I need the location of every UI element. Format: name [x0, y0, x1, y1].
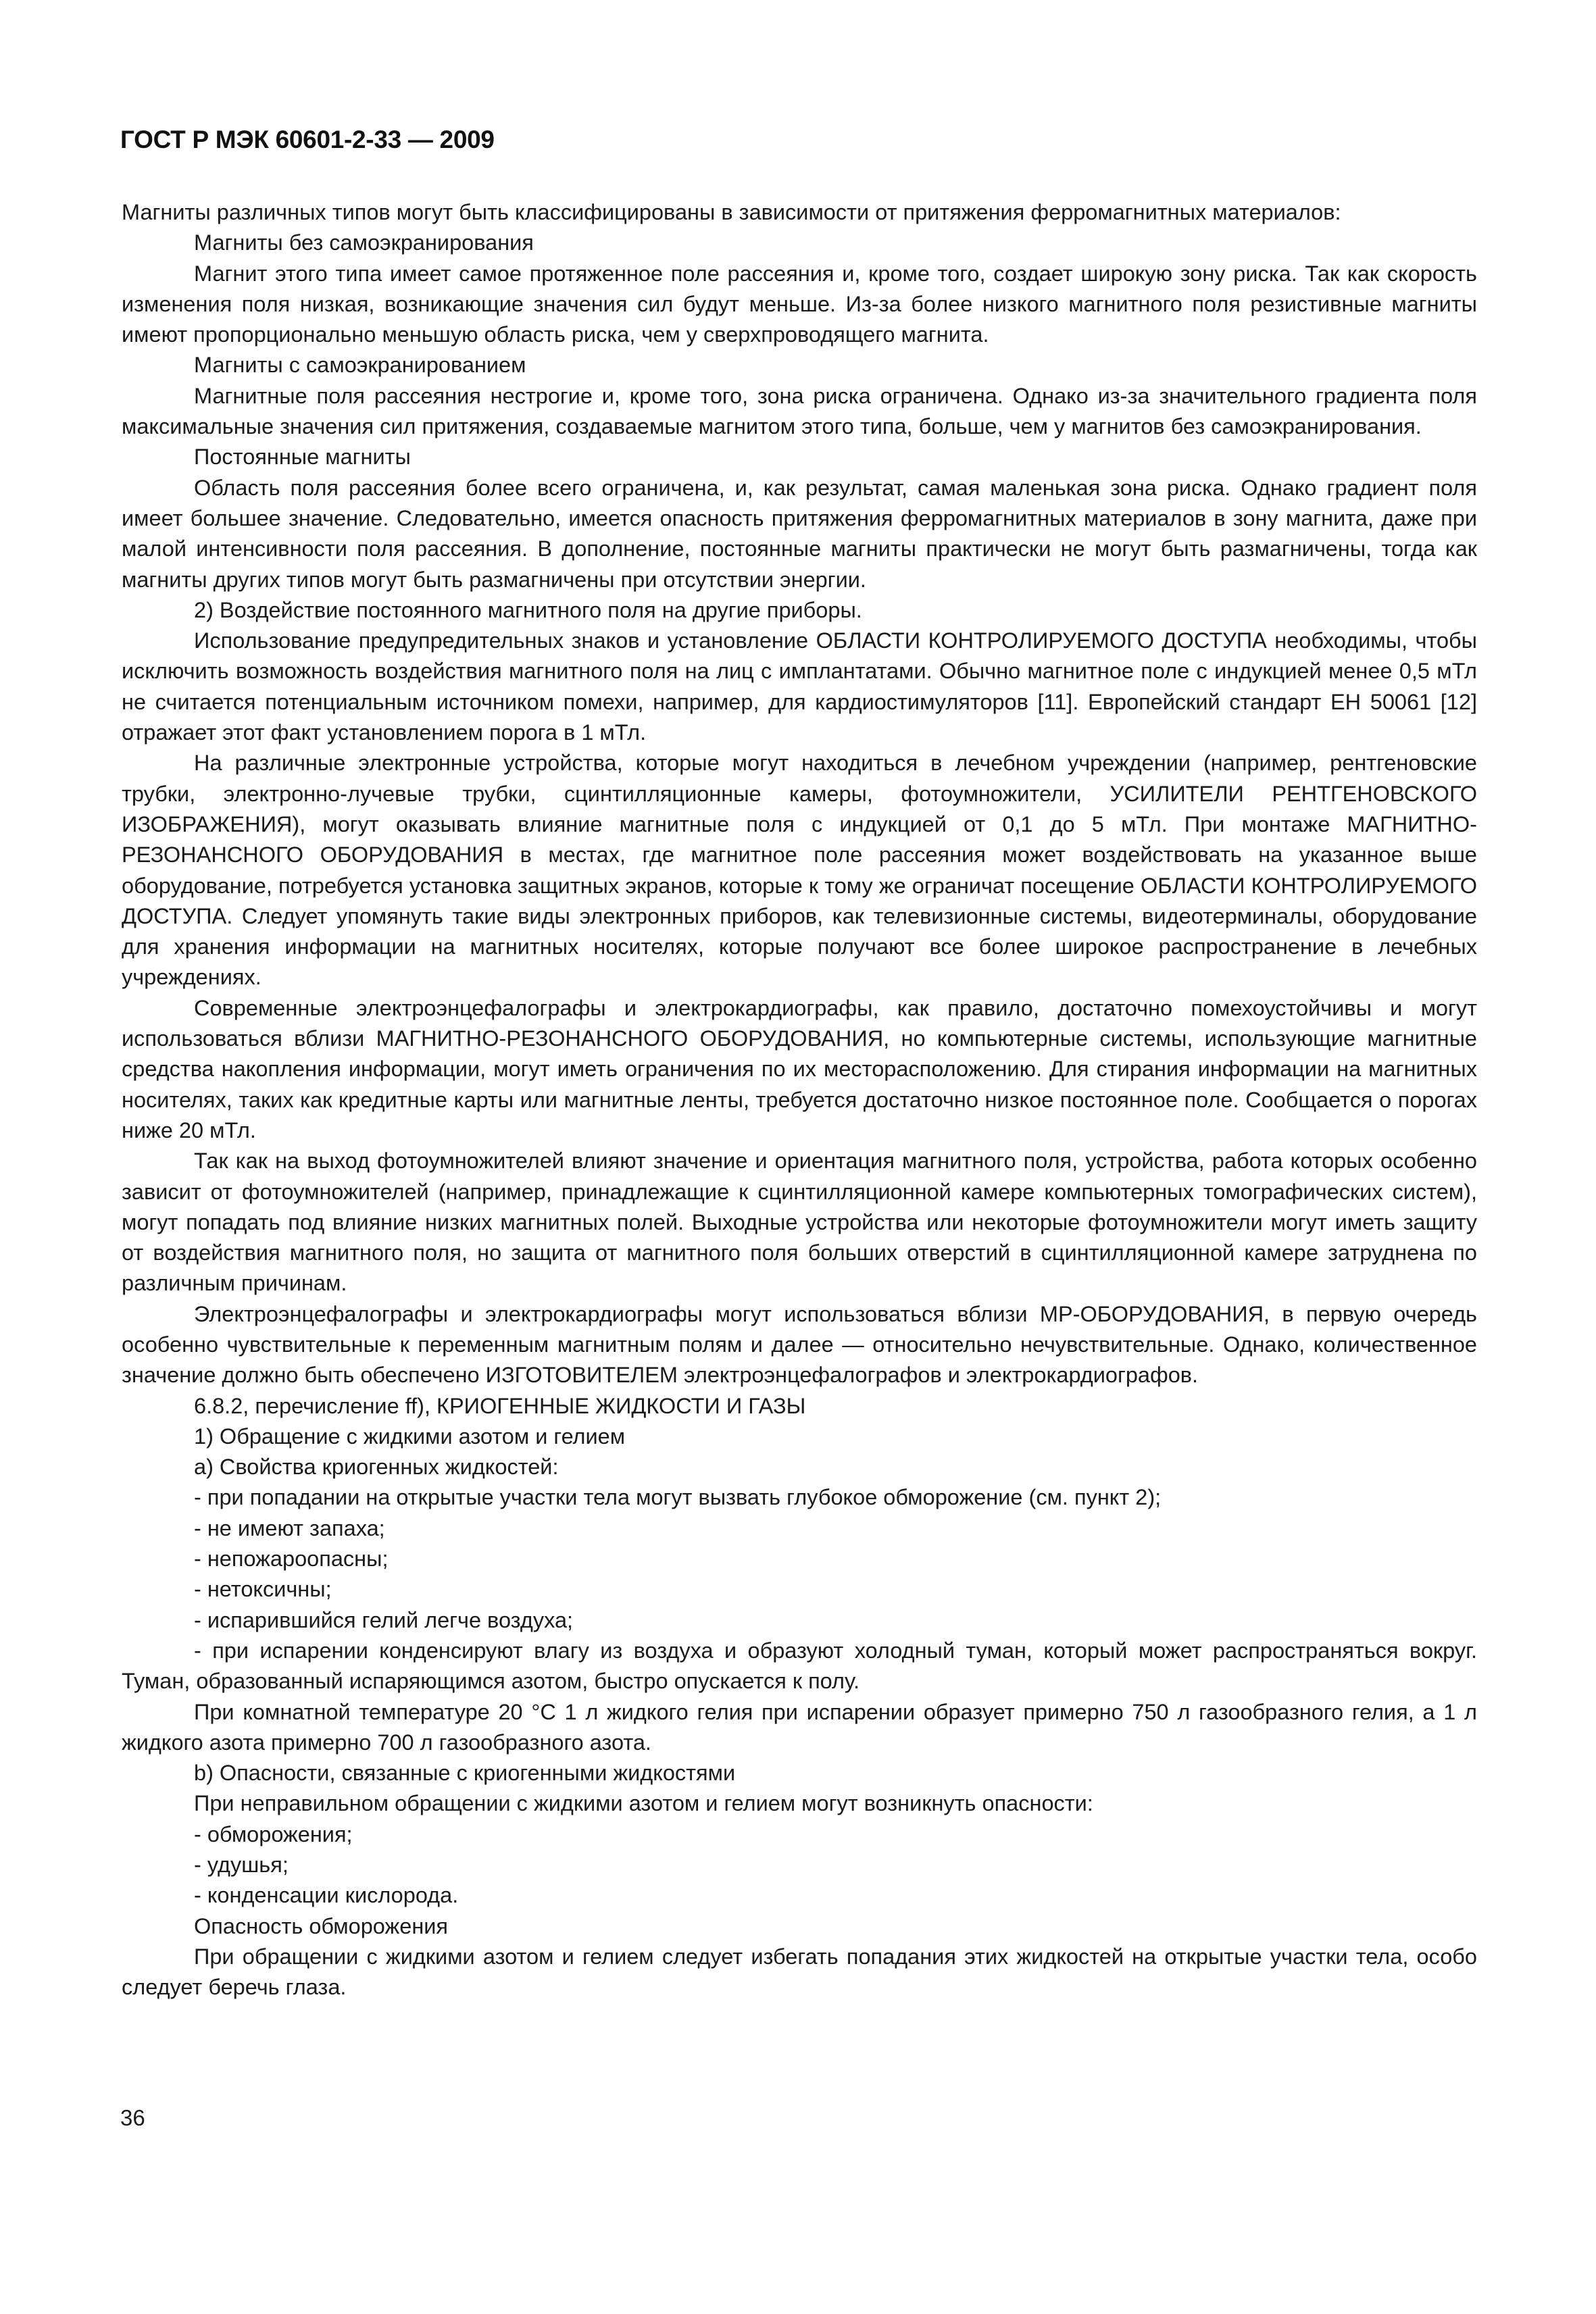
list-item: - при испарении конденсируют влагу из воздуха и образуют холодный туман, который может распространяться вокруг. Туман, образованный испаряющимся азотом, быстро опускается к полу. — [122, 1638, 1477, 1694]
paragraph: 2) Воздействие постоянного магнитного поля на другие приборы. — [194, 597, 862, 622]
document-header: ГОСТ Р МЭК 60601-2-33 — 2009 — [120, 126, 495, 153]
list-item: - конденсации кислорода. — [194, 1883, 459, 1908]
list-item: - не имеют запаха; — [194, 1515, 385, 1540]
paragraph: Так как на выход фотоумножителей влияют значение и ориентация магнитного поля, устройства, работа которых особенно зависит от фотоумножителей (например, принадлежащие к сцинтилляционной камере компьютерных томографических систем), могут попадать под влияние низких магнитных полей. Выходные устройства или некоторые фотоумножители могут иметь защиту от воздействия магнитного поля, но защита от магнитного поля больших отверстий в сцинтилляционной камере затруднена по различным причинам. — [122, 1149, 1477, 1296]
list-item: - испарившийся гелий легче воздуха; — [194, 1607, 574, 1632]
paragraph: 6.8.2, перечисление ff), КРИОГЕННЫЕ ЖИДКОСТИ И ГАЗЫ — [194, 1393, 806, 1418]
paragraph-intro: Магниты различных типов могут быть классифицированы в зависимости от притяжения ферромагнитных материалов: — [122, 200, 1341, 224]
list-item: - непожароопасны; — [194, 1546, 389, 1571]
document-body — [122, 197, 1477, 2003]
paragraph: Магнитные поля рассеяния нестрогие и, кроме того, зона риска ограничена. Однако из-за значительного градиента поля максимальные значения сил притяжения, создаваемые магнитом этого типа, больше, чем у магнитов без самоэкранирования. — [122, 383, 1477, 439]
paragraph: Магнит этого типа имеет самое протяженное поле рассеяния и, кроме того, создает широкую зону риска. Так как скорость изменения поля низкая, возникающие значения сил будут меньше. Из-за более низкого магнитного поля резистивные магниты имеют пропорционально меньшую область риска, чем у сверхпроводящего магнита. — [122, 261, 1477, 347]
paragraph: Магниты с самоэкранированием — [194, 353, 526, 378]
list-item: - при попадании на открытые участки тела могут вызвать глубокое обморожение (см. пункт 2); — [194, 1485, 1162, 1510]
paragraph: При неправильном обращении с жидкими азотом и гелием могут возникнуть опасности: — [194, 1791, 1093, 1816]
paragraph: 1) Обращение с жидкими азотом и гелием — [194, 1424, 626, 1449]
page-number: 36 — [120, 2105, 145, 2130]
paragraph: Электроэнцефалографы и электрокардиографы могут использоваться вблизи МР-ОБОРУДОВАНИЯ, в первую очередь особенно чувствительные к переменным магнитным полям и далее — относительно нечувствительные. Однако, количественное значение должно быть обеспечено ИЗГОТОВИТЕЛЕМ электроэнцефалографов и электрокардиографов. — [122, 1301, 1477, 1388]
paragraph: При комнатной температуре 20 °С 1 л жидкого гелия при испарении образует примерно 750 л газообразного гелия, а 1 л жидкого азота примерно 700 л газообразного азота. — [122, 1699, 1477, 1755]
list-item: - обморожения; — [194, 1821, 353, 1846]
paragraph: Опасность обморожения — [194, 1913, 449, 1938]
paragraph: При обращении с жидкими азотом и гелием следует избегать попадания этих жидкостей на открытые участки тела, особо следует беречь глаза. — [122, 1944, 1477, 2000]
paragraph: Использование предупредительных знаков и установление ОБЛАСТИ КОНТРОЛИРУЕМОГО ДОСТУПА необходимы, чтобы исключить возможность воздействия магнитного поля на лиц с имплантатами. Обычно магнитное поле с индукцией менее 0,5 мТл не считается потенциальным источником помехи, например, для кардиостимуляторов [11]. Европейский стандарт ЕН 50061 [12] отражает этот факт установлением порога в 1 мТл. — [122, 628, 1477, 745]
list-item: - удушья; — [194, 1853, 289, 1878]
list-item: - нетоксичны; — [194, 1577, 332, 1602]
paragraph: b) Опасности, связанные с криогенными жидкостями — [194, 1761, 736, 1786]
paragraph: Постоянные магниты — [194, 445, 411, 470]
paragraph: a) Свойства криогенных жидкостей: — [194, 1455, 559, 1480]
paragraph: На различные электронные устройства, которые могут находиться в лечебном учреждении (например, рентгеновские трубки, электронно-лучевые трубки, сцинтилляционные камеры, фотоумножители, УСИЛИТЕЛИ РЕНТГЕНОВСКОГО ИЗОБРАЖЕНИЯ), могут оказывать влияние магнитные поля с индукцией от 0,1 до 5 мТл. При монтаже МАГНИТНО-РЕЗОНАНСНОГО ОБОРУДОВАНИЯ в местах, где магнитное поле рассеяния может воздействовать на указанное выше оборудование, потребуется установка защитных экранов, которые к тому же ограничат посещение ОБЛАСТИ КОНТРОЛИРУЕМОГО ДОСТУПА. Следует упомянуть такие виды электронных приборов, как телевизионные системы, видеотерминалы, оборудование для хранения информации на магнитных носителях, которые получают все более широкое распространение в лечебных учреждениях. — [122, 751, 1477, 990]
paragraph: Область поля рассеяния более всего ограничена, и, как результат, самая маленькая зона риска. Однако градиент поля имеет большее значение. Следовательно, имеется опасность притяжения ферромагнитных материалов в зону магнита, даже при малой интенсивности поля рассеяния. В дополнение, постоянные магниты практически не могут быть размагничены, тогда как магниты других типов могут быть размагничены при отсутствии энергии. — [122, 475, 1477, 592]
paragraph: Современные электроэнцефалографы и электрокардиографы, как правило, достаточно помехоустойчивы и могут использоваться вблизи МАГНИТНО-РЕЗОНАНСНОГО ОБОРУДОВАНИЯ, но компьютерные системы, использующие магнитные средства накопления информации, могут иметь ограничения по их месторасположению. Для стирания информации на магнитных носителях, таких как кредитные карты или магнитные ленты, требуется достаточно низкое постоянное поле. Сообщается о порогах ниже 20 мТл. — [122, 995, 1477, 1142]
paragraph: Магниты без самоэкранирования — [194, 230, 534, 255]
